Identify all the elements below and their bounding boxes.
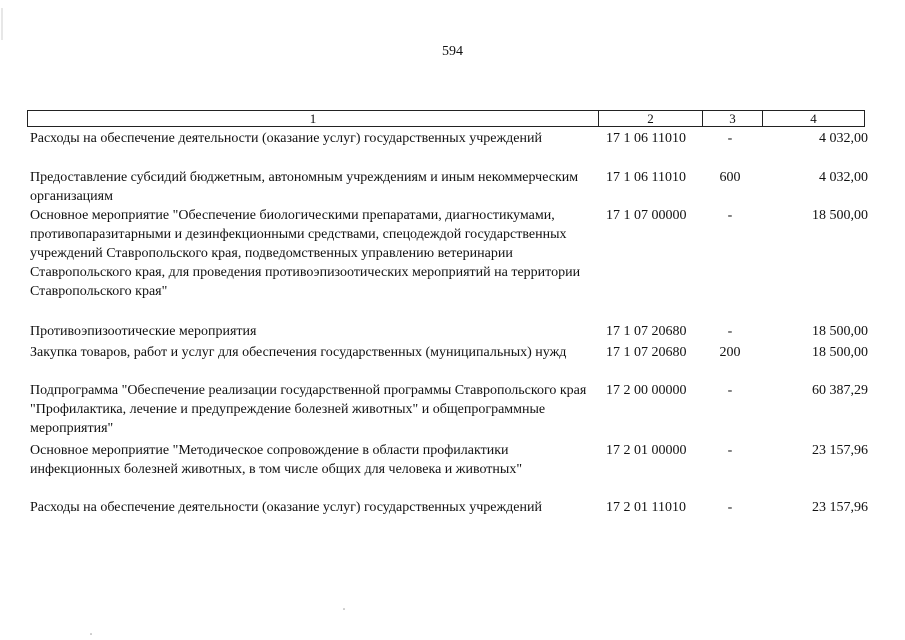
row-name: Расходы на обеспечение деятельности (оказание услуг) государственных учреждений: [30, 500, 542, 515]
row-code: 17 1 07 20680: [606, 345, 687, 360]
column-header-3: 3: [702, 111, 762, 126]
row-code: 17 1 07 20680: [606, 324, 687, 339]
column-header-4: 4: [762, 111, 864, 126]
row-code: 17 1 07 00000: [606, 208, 687, 223]
page-number: 594: [442, 44, 463, 59]
row-type: -: [727, 208, 733, 223]
row-type: 600: [719, 170, 741, 185]
row-code: 17 2 00 00000: [606, 383, 687, 398]
row-amount: 18 500,00: [812, 345, 868, 360]
row-code: 17 2 01 11010: [606, 500, 686, 515]
row-code: 17 2 01 00000: [606, 443, 687, 458]
row-amount: 23 157,96: [812, 443, 868, 458]
row-type: -: [727, 443, 733, 458]
row-name: Предоставление субсидий бюджетным, автономным учреждениям и иным некоммерческим организациям: [30, 170, 579, 204]
row-amount: 23 157,96: [812, 500, 868, 515]
row-type: 200: [719, 345, 741, 360]
row-name: Расходы на обеспечение деятельности (оказание услуг) государственных учреждений: [30, 131, 542, 146]
row-amount: 18 500,00: [812, 208, 868, 223]
row-code: 17 1 06 11010: [606, 131, 686, 146]
row-type: -: [727, 500, 733, 515]
row-type: -: [727, 383, 733, 398]
row-name: Основное мероприятие "Методическое сопровождение в области профилактики инфекционных болезней животных, в том числе общих для человека и животных": [30, 443, 523, 477]
row-amount: 18 500,00: [812, 324, 868, 339]
column-header-1: 1: [309, 111, 317, 126]
row-type: -: [727, 131, 733, 146]
row-amount: 4 032,00: [819, 131, 868, 146]
row-amount: 4 032,00: [819, 170, 868, 185]
column-header-2: 2: [598, 111, 702, 126]
row-amount: 60 387,29: [812, 383, 868, 398]
row-name: Противоэпизоотические мероприятия: [30, 324, 257, 339]
row-name: Подпрограмма "Обеспечение реализации государственной программы Ставропольского края "Профилактика, лечение и предупреждение болезней животных" и общепрограммные мероприятия": [30, 383, 587, 436]
row-code: 17 1 06 11010: [606, 170, 686, 185]
row-type: -: [727, 324, 733, 339]
row-name: Основное мероприятие "Обеспечение биологическими препаратами, диагностикумами, противопаразитарными и дезинфекционными средствами, спецодеждой государственных учреждений Ставропольского края, подведомственных управлению ветеринарии Ставропольского края, для проведения противоэпизоотических мероприятий на территории Ставропольского края": [30, 208, 581, 299]
row-name: Закупка товаров, работ и услуг для обеспечения государственных (муниципальных) нужд: [30, 345, 567, 360]
